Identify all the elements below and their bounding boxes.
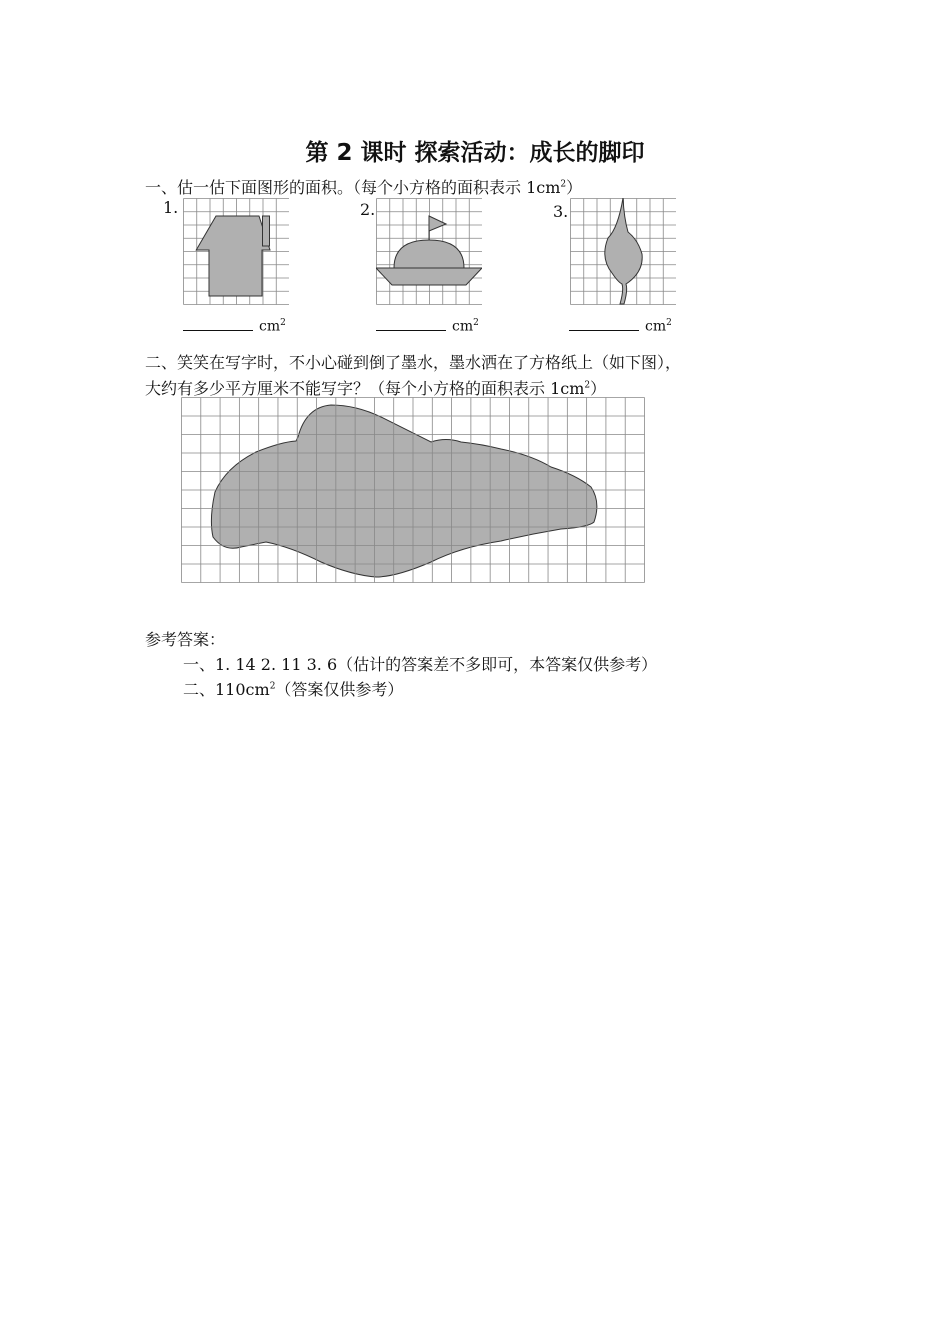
- ink-blot-grid: [181, 397, 645, 583]
- answer-blank-1[interactable]: $cm^2$: [183, 318, 286, 335]
- question-2-line-1: 二、笑笑在写字时，不小心碰到倒了墨水，墨水洒在了方格纸上（如下图），: [145, 353, 682, 372]
- question-1: 一、估一估下面图形的面积。（每个小方格的面积表示 $1cm^2$）: [145, 178, 583, 197]
- figure-3-label: 3.: [553, 202, 569, 221]
- answer-line-2: 二、$110cm^2$（答案仅供参考）: [183, 680, 404, 699]
- answers-heading: 参考答案：: [145, 630, 226, 649]
- question-2-line-2: 大约有多少平方厘米不能写字？（每个小方格的面积表示 $1cm^2$）: [145, 379, 607, 398]
- figure-2-label: 2.: [360, 200, 376, 219]
- figure-3-leaf: [570, 198, 676, 305]
- figure-2-boat: [376, 198, 482, 305]
- figure-1-label: 1.: [163, 198, 179, 217]
- page-title: 第 2 课时 探索活动：成长的脚印: [305, 140, 645, 166]
- answer-blank-3[interactable]: $cm^2$: [569, 318, 672, 335]
- answer-line-1: 一、1. 14 2. 11 3. 6（估计的答案差不多即可，本答案仅供参考）: [183, 655, 658, 674]
- figure-1-house: [183, 198, 289, 305]
- answer-blank-2[interactable]: $cm^2$: [376, 318, 479, 335]
